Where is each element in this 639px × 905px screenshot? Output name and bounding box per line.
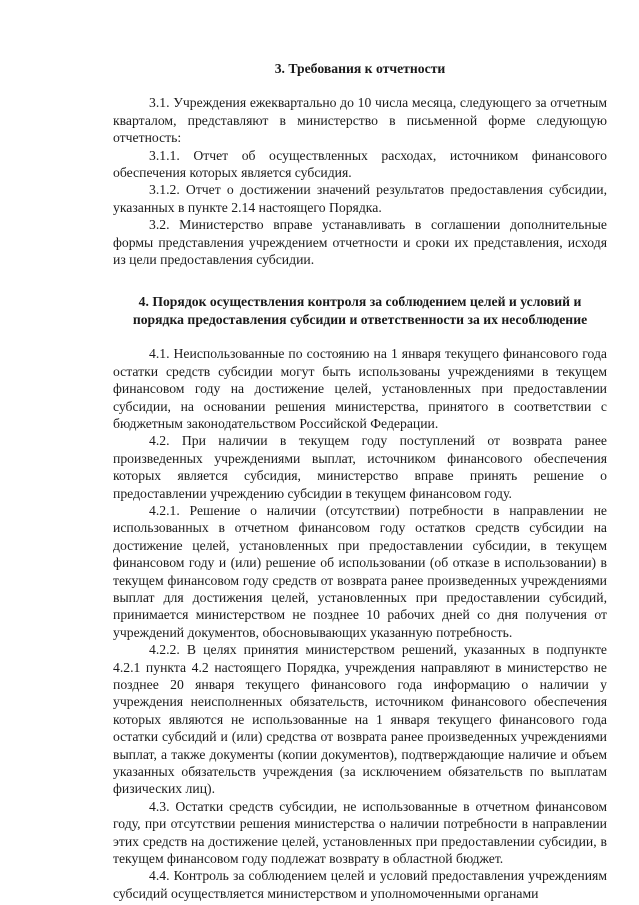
paragraph-4-4: 4.4. Контроль за соблюдением целей и условий предоставления учреждениям субсидий осуществляется министерством и уполномоченными органами (113, 868, 607, 901)
section-3-heading: 3. Требования к отчетности (274, 61, 446, 76)
paragraph-4-3: 4.3. Остатки средств субсидии, не использованные в отчетном финансовом году, при отсутствии решения министерства о наличии потребности в направлении этих средств на достижение целей, установленных при предоставлении субсидии, в текущем финансовом году подлежат возврату в областной бюджет. (113, 798, 607, 867)
paragraph-3-1: 3.1. Учреждения ежеквартально до 10 числа месяца, следующего за отчетным кварталом, представляют в министерство в письменной форме следующую отчетность: (113, 95, 607, 146)
paragraph-3-1-2: 3.1.2. Отчет о достижении значений результатов предоставления субсидии, указанных в пункте 2.14 настоящего Порядка. (113, 182, 607, 215)
section-4-heading: 4. Порядок осуществления контроля за соблюдением целей и условий и порядка предоставления субсидии и ответственности за их несоблюдение (132, 294, 588, 327)
paragraph-3-2: 3.2. Министерство вправе устанавливать в соглашении дополнительные формы представления учреждением отчетности и сроки их представления, исходя из цели предоставления субсидии. (113, 217, 607, 268)
paragraph-3-1-1: 3.1.1. Отчет об осуществленных расходах, источником финансового обеспечения которых является субсидия. (113, 147, 607, 181)
paragraph-4-1: 4.1. Неиспользованные по состоянию на 1 января текущего финансового года остатки средств субсидии могут быть использованы учреждениями в текущем финансовом году на достижение целей, установленных при предоставлении субсидии, на основании решения министерства, принятого в соответствии с бюджетным законодательством Российской Федерации. (113, 346, 607, 431)
paragraph-4-2-1: 4.2.1. Решение о наличии (отсутствии) потребности в направлении не использованных в отчетном финансовом году остатков средств субсидии на достижение целей, установленных при предоставлении субсидии, в текущем финансовом году и (или) решение об использовании (об отказе в использовании) в текущем финансовом году средств от возврата ранее произведенных учреждениями выплат для достижения целей, установленных при предоставлении субсидий, принимается министерством не позднее 10 рабочих дней со дня получения от учреждений документов, обосновывающих указанную потребность. (113, 502, 607, 640)
paragraph-4-2: 4.2. При наличии в текущем году поступлений от возврата ранее произведенных учреждениями выплат, источником финансового обеспечения которых является субсидия, министерство вправе принять решение о предоставлении учреждению субсидии в текущем финансовом году. (113, 433, 607, 501)
paragraph-4-2-2: 4.2.2. В целях принятия министерством решений, указанных в подпункте 4.2.1 пункта 4.2 настоящего Порядка, учреждения направляют в министерство не позднее 20 января текущего финансового года информацию о наличии у учреждения неисполненных обязательств, источником финансового обеспечения которых являются не использованные на 1 января текущего финансового года остатки субсидий и (или) средства от возврата ранее произведенных учреждениями выплат, а также документы (копии документов), подтверждающие наличие и объем указанных обязательств учреждения (за исключением обязательств по выплатам физических лиц). (113, 642, 607, 797)
